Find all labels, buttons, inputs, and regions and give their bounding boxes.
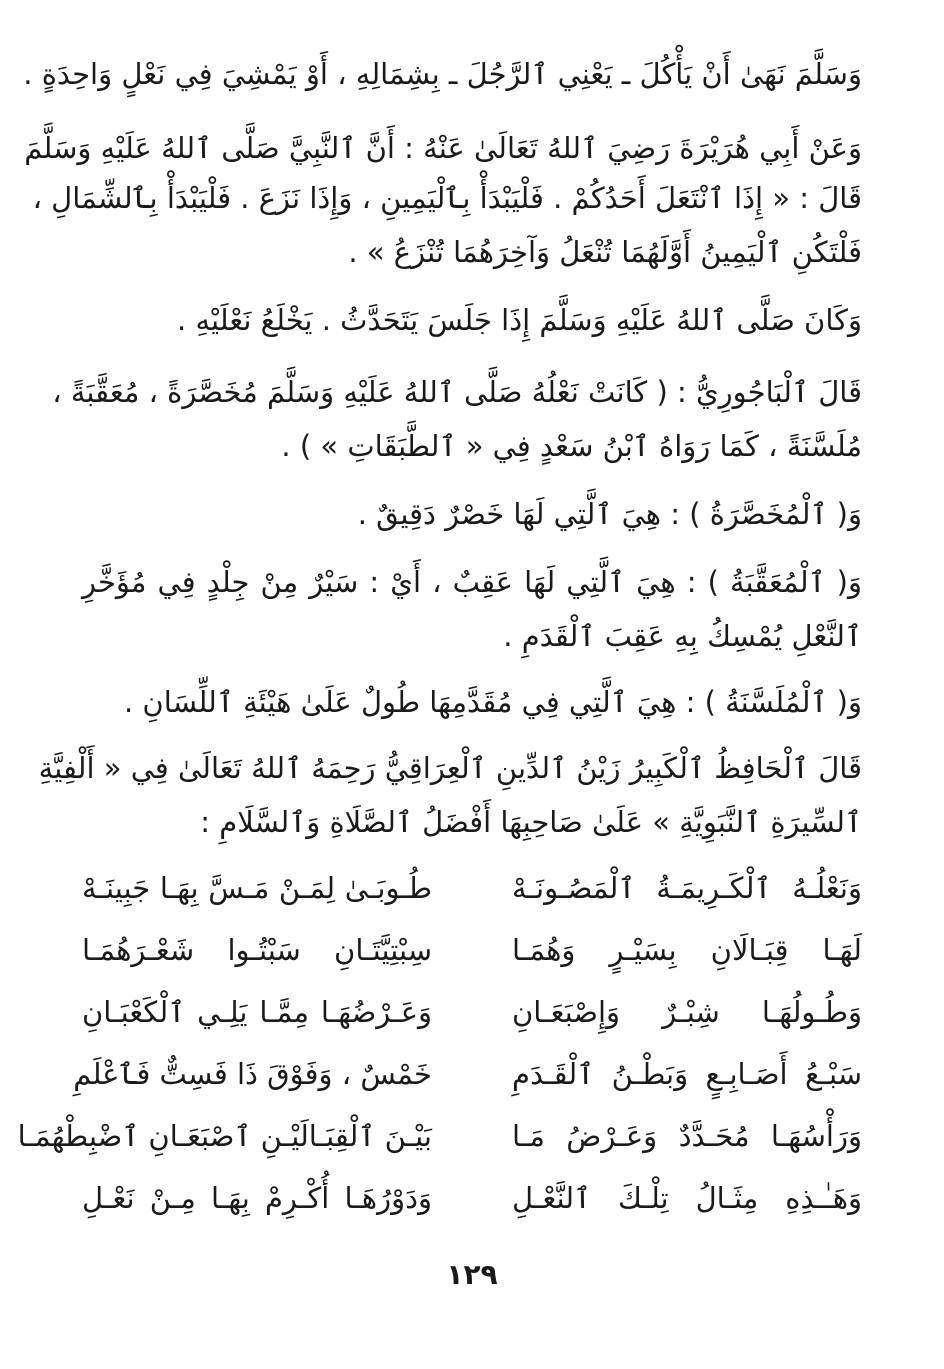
verse <box>17 1110 862 1162</box>
verse <box>82 924 862 976</box>
text-line: قَالَ ٱلْبَاجُورِيُّ : ( كَانَتْ نَعْلُهُ صَلَّى ٱللهُ عَلَيْهِ وَسَلَّمَ مُخَصَّرَةً ، مُعَقَّبَةً ، <box>52 375 862 409</box>
verse-first-hemistich: وَنَعْلُـهُ ٱلْكَـرِيمَـةُ ٱلْمَصُـونَـهْ <box>512 871 862 905</box>
text-line: مُلَسَّنَةً ، كَمَا رَوَاهُ ٱبْنُ سَعْدٍ فِي « ٱلطَّبَقَاتِ » ) . <box>281 429 862 463</box>
verse <box>82 862 862 914</box>
verse-first-hemistich: وَرَأْسُهَـا مُحَـدَّدٌ وَعَـرْضُ مَـا <box>512 1119 862 1153</box>
text-line: ٱلسِّيرَةِ ٱلنَّبَوِيَّةِ » عَلَىٰ صَاحِبِهَا أَفْضَلُ ٱلصَّلَاةِ وَٱلسَّلَامِ : <box>200 805 862 839</box>
text-line: قَالَ : « إِذَا ٱنْتَعَلَ أَحَدُكُمْ . فَلْيَبْدَأْ بِٱلْيَمِينِ ، وَإِذَا نَزَعَ . فَلْيَبْدَأْ بِٱلشِّمَالِ ، <box>32 181 862 215</box>
text-line: ٱلنَّعْلِ يُمْسِكُ بِهِ عَقِبَ ٱلْقَدَمِ . <box>503 619 862 653</box>
text-line: قَالَ ٱلْحَافِظُ ٱلْكَبِيرُ زَيْنُ ٱلدِّينِ ٱلْعِرَاقِيُّ رَحِمَهُ ٱللهُ تَعَالَىٰ فِي « أَلْفِيَّةِ <box>38 751 862 785</box>
verse-second-hemistich: طُـوبَـىٰ لِمَـنْ مَـسَّ بِهَـا جَبِينَـهْ <box>82 871 432 905</box>
text-line: فَلْتَكُنِ ٱلْيَمِينُ أَوَّلَهُمَا تُنْعَلُ وَآخِرَهُمَا تُنْزَعُ » . <box>348 235 862 269</box>
text-line: وَعَنْ أَبِي هُرَيْرَةَ رَضِيَ ٱللهُ تَعَالَىٰ عَنْهُ : أَنَّ ٱلنَّبِيَّ صَلَّى ٱللهُ عَلَيْهِ وَسَلَّمَ <box>24 131 862 165</box>
verse-second-hemistich: وَدَوْرُهَـا أُكْـرِمْ بِهَـا مِـنْ نَعْـلِ <box>82 1181 432 1215</box>
verse-first-hemistich: لَهَـا قِبَـالَانِ بِسَيْـرٍ وَهُمَـا <box>512 933 862 967</box>
verse <box>82 1172 862 1224</box>
text-line: وَسَلَّمَ نَهَىٰ أَنْ يَأْكُلَ ـ يَعْنِي ٱلرَّجُلَ ـ بِشِمَالِهِ ، أَوْ يَمْشِيَ فِي نَعْلٍ وَاحِدَةٍ . <box>23 57 862 91</box>
text-line: وَ( ٱلْمُعَقَّبَةُ ) : هِيَ ٱلَّتِي لَهَا عَقِبٌ ، أَيْ : سَيْرٌ مِنْ جِلْدٍ فِي مُؤَخَّرِ <box>82 565 862 599</box>
text-line: وَ( ٱلْمُخَصَّرَةُ ) : هِيَ ٱلَّتِي لَهَا خَصْرٌ دَقِيقٌ . <box>357 497 862 531</box>
verse-first-hemistich: وَطُـولُهَـا شِبْـرٌ وَإِصْبَعَـانِ <box>512 995 862 1029</box>
verse-first-hemistich: وَهَـٰـذِهِ مِثَـالُ تِلْـكَ ٱلنَّعْـلِ <box>512 1181 862 1215</box>
verse-second-hemistich: وَعَـرْضُهَـا مِمَّـا يَلِـي ٱلْكَعْبَـانِ <box>82 995 432 1029</box>
verse-first-hemistich: سَبْـعُ أَصَـابِـعٍ وَبَطْـنُ ٱلْقَـدَمِ <box>512 1057 862 1091</box>
verse-second-hemistich: بَيْـنَ ٱلْقِبَـالَيْـنِ ٱصْبَعَـانِ ٱضْبِطْهُمَـا <box>17 1119 432 1153</box>
text-line: وَ( ٱلْمُلَسَّنَةُ ) : هِيَ ٱلَّتِي فِي مُقَدَّمِهَا طُولٌ عَلَىٰ هَيْئَةِ ٱللِّسَانِ . <box>124 685 862 719</box>
verse <box>82 986 862 1038</box>
page-number: ١٢٩ <box>446 1258 498 1291</box>
verse-second-hemistich: خَمْسٌ ، وَفَوْقَ ذَا فَسِتٌّ فَٱعْلَمِ <box>73 1057 432 1091</box>
text-line: وَكَانَ صَلَّى ٱللهُ عَلَيْهِ وَسَلَّمَ إِذَا جَلَسَ يَتَحَدَّثُ . يَخْلَعُ نَعْلَيْهِ . <box>177 303 862 337</box>
verse-second-hemistich: سِبْتِيَّتَـانِ سَبْتُـوا شَعْـرَهُمَـا <box>82 933 432 967</box>
verse <box>73 1048 862 1100</box>
